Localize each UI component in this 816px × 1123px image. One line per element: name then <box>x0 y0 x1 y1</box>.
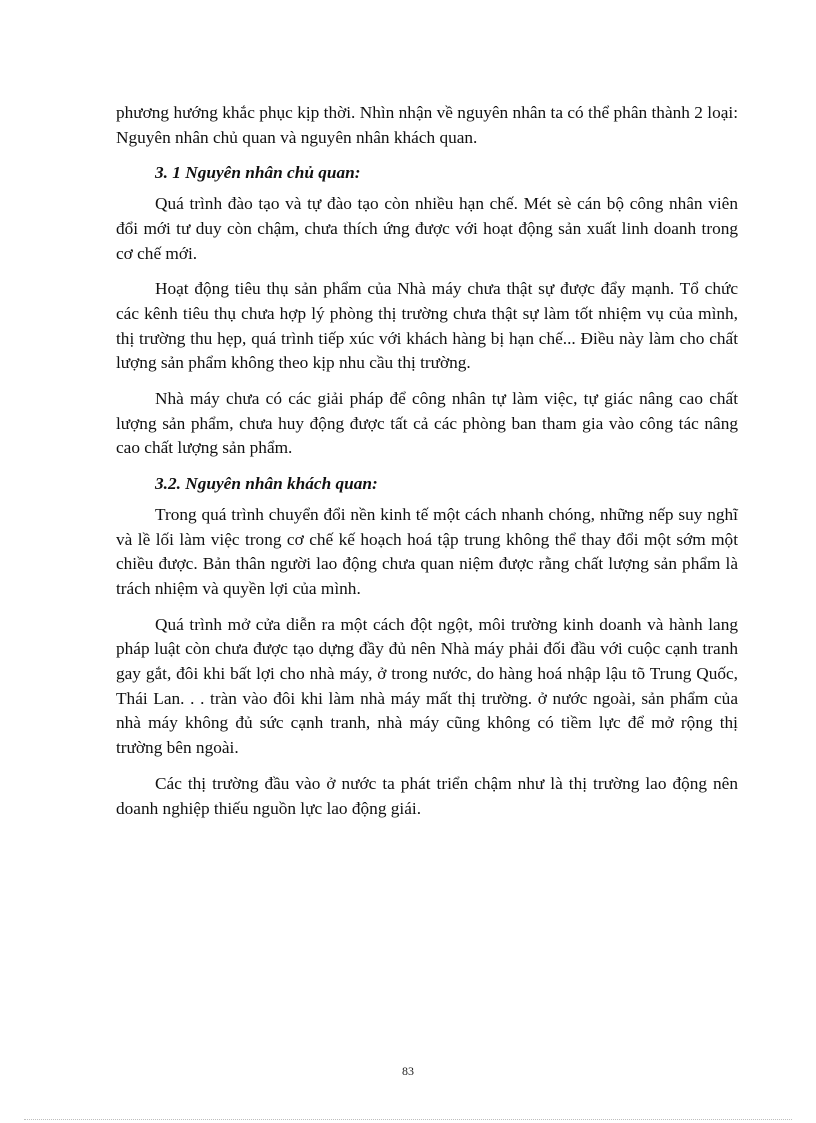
section-heading-objective-causes: 3.2. Nguyên nhân khách quan: <box>155 474 378 494</box>
footer-divider <box>24 1119 792 1120</box>
page-body <box>116 101 738 832</box>
paragraph: Hoạt động tiêu thụ sản phẩm của Nhà máy chưa thật sự được đẩy mạnh. Tổ chức các kênh tiêu thụ chưa hợp lý phòng thị trường chưa thật sự làm tốt nhiệm vụ của mình, thị trường thu hẹp, quá trình tiếp xúc với khách hàng bị hạn chế... Điều này làm cho chất lượng sản phẩm không theo kịp nhu cầu thị trường. <box>116 279 738 373</box>
paragraph: Trong quá trình chuyển đổi nền kinh tế một cách nhanh chóng, những nếp suy nghĩ và lề lối làm việc trong cơ chế kế hoạch hoá tập trung không thể thay đổi một sớm một chiều được. Bản thân người lao động chưa quan niệm được rằng chất lượng sản phẩm là trách nhiệm và quyền lợi của mình. <box>116 504 738 598</box>
page-number: 83 <box>402 1064 414 1078</box>
paragraph: Các thị trường đầu vào ở nước ta phát triển chậm như là thị trường lao động nên doanh nghiệp thiếu nguồn lực lao động giái. <box>116 773 738 818</box>
intro-paragraph: phương hướng khắc phục kịp thời. Nhìn nhận về nguyên nhân ta có thể phân thành 2 loại: Nguyên nhân chủ quan và nguyên nhân khách quan. <box>116 103 738 147</box>
paragraph: Nhà máy chưa có các giải pháp để công nhân tự làm việc, tự giác nâng cao chất lượng sản phẩm, chưa huy động được tất cả các phòng ban tham gia vào công tác nâng cao chất lượng sản phẩm. <box>116 389 738 458</box>
paragraph: Quá trình đào tạo và tự đào tạo còn nhiều hạn chế. Mét sè cán bộ công nhân viên đổi mới tư duy còn chậm, chưa thích ứng được với hoạt động sản xuất linh doanh trong cơ chế mới. <box>116 194 738 263</box>
section-heading-subjective-causes: 3. 1 Nguyên nhân chủ quan: <box>155 163 361 183</box>
paragraph: Quá trình mở cửa diễn ra một cách đột ngột, môi trường kinh doanh và hành lang pháp luật còn chưa được tạo dựng đầy đủ nên Nhà máy phải đối đầu với cuộc cạnh tranh gay gắt, đôi khi bất lợi cho nhà máy, ở trong nước, do hàng hoá nhập lậu tõ Trung Quốc, Thái Lan. . . tràn vào đôi khi làm nhà máy mất thị trường. ở nước ngoài, sản phẩm của nhà máy không đủ sức cạnh tranh, nhà máy cũng không có tiềm lực để mở rộng thị trường bên ngoài. <box>116 614 738 758</box>
